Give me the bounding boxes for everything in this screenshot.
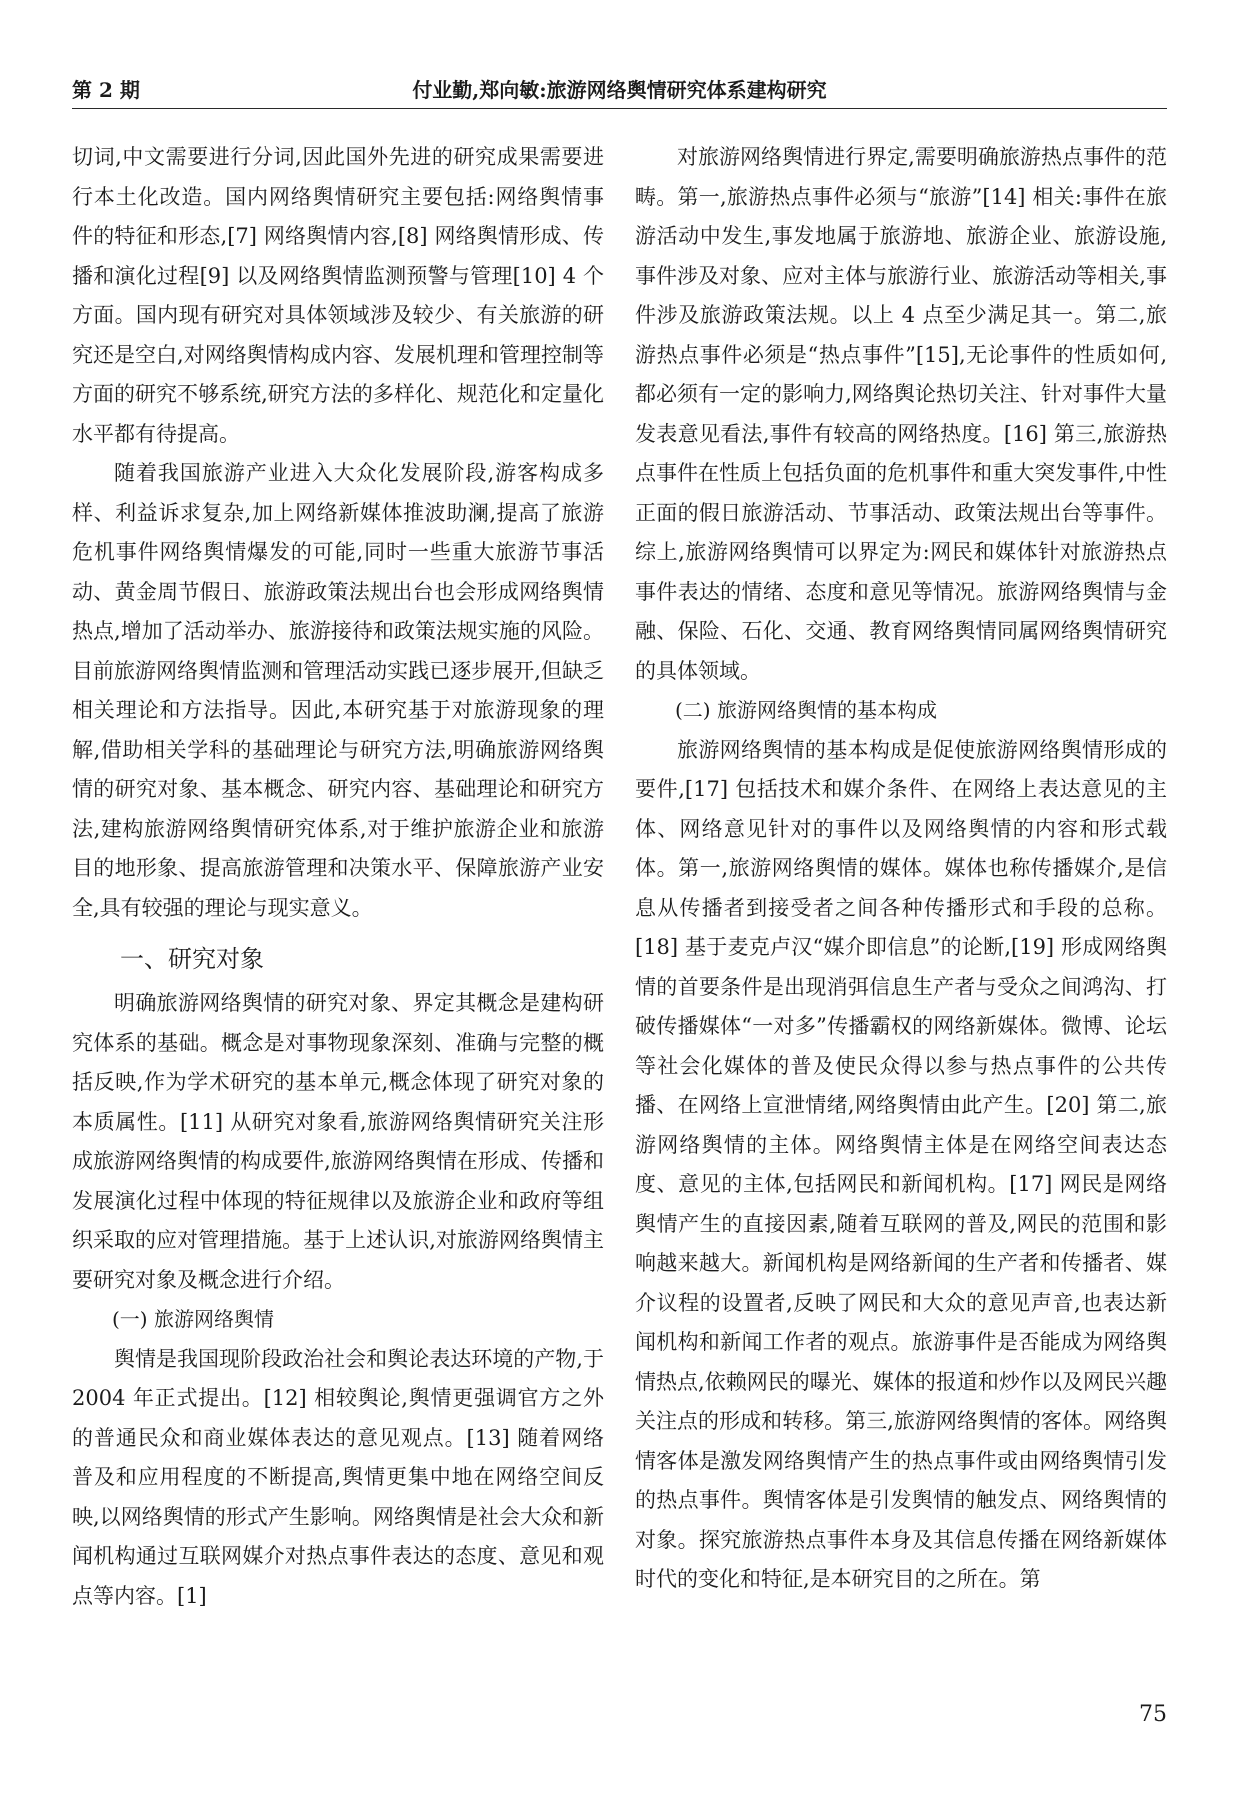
left-column: [72, 138, 604, 1616]
paragraph: 切词,中文需要进行分词,因此国外先进的研究成果需要进行本土化改造。国内网络舆情研究主要包括:网络舆情事件的特征和形态,[7] 网络舆情内容,[8] 网络舆情形成、传播和演化过程[9] 以及网络舆情监测预警与管理[10] 4 个方面。国内现有研究对具体领域涉及较少、有关旅游的研究还是空白,对网络舆情构成内容、发展机理和管理控制等方面的研究不够系统,研究方法的多样化、规范化和定量化水平都有待提高。: [72, 145, 604, 446]
issue-number: 第 2 期: [72, 78, 140, 102]
paragraph: 对旅游网络舆情进行界定,需要明确旅游热点事件的范畴。第一,旅游热点事件必须与“旅游”[14] 相关:事件在旅游活动中发生,事发地属于旅游地、旅游企业、旅游设施,事件涉及对象、应对主体与旅游行业、旅游活动等相关,事件涉及旅游政策法规。以上 4 点至少满足其一。第二,旅游热点事件必须是“热点事件”[15],无论事件的性质如何,都必须有一定的影响力,网络舆论热切关注、针对事件大量发表意见看法,事件有较高的网络热度。[16] 第三,旅游热点事件在性质上包括负面的危机事件和重大突发事件,中性正面的假日旅游活动、节事活动、政策法规出台等事件。综上,旅游网络舆情可以界定为:网民和媒体针对旅游热点事件表达的情绪、态度和意见等情况。旅游网络舆情与金融、保险、石化、交通、教育网络舆情同属网络舆情研究的具体领域。: [635, 145, 1167, 683]
running-title: 付业勤,郑向敏:旅游网络舆情研究体系建构研究: [412, 78, 827, 102]
paragraph: 舆情是我国现阶段政治社会和舆论表达环境的产物,于 2004 年正式提出。[12] 相较舆论,舆情更强调官方之外的普通民众和商业媒体表达的意见观点。[13] 随着网络普及和应用程度的不断提高,舆情更集中地在网络空间反映,以网络舆情的形式产生影响。网络舆情是社会大众和新闻机构通过互联网媒介对热点事件表达的态度、意见和观点等内容。[1]: [72, 1346, 604, 1608]
paragraph: 随着我国旅游产业进入大众化发展阶段,游客构成多样、利益诉求复杂,加上网络新媒体推波助澜,提高了旅游危机事件网络舆情爆发的可能,同时一些重大旅游节事活动、黄金周节假日、旅游政策法规出台也会形成网络舆情热点,增加了活动举办、旅游接待和政策法规实施的风险。目前旅游网络舆情监测和管理活动实践已逐步展开,但缺乏相关理论和方法指导。因此,本研究基于对旅游现象的理解,借助相关学科的基础理论与研究方法,明确旅游网络舆情的研究对象、基本概念、研究内容、基础理论和研究方法,建构旅游网络舆情研究体系,对于维护旅游企业和旅游目的地形象、提高旅游管理和决策水平、保障旅游产业安全,具有较强的理论与现实意义。: [72, 461, 604, 920]
paragraph: 明确旅游网络舆情的研究对象、界定其概念是建构研究体系的基础。概念是对事物现象深刻、准确与完整的概括反映,作为学术研究的基本单元,概念体现了研究对象的本质属性。[11] 从研究对象看,旅游网络舆情研究关注形成旅游网络舆情的构成要件,旅游网络舆情在形成、传播和发展演化过程中体现的特征规律以及旅游企业和政府等组织采取的应对管理措施。基于上述认识,对旅游网络舆情主要研究对象及概念进行介绍。: [72, 991, 604, 1292]
header-rule: [72, 108, 1167, 109]
right-column: [635, 138, 1167, 1600]
section-heading: 一、研究对象: [120, 945, 264, 973]
paragraph: 旅游网络舆情的基本构成是促使旅游网络舆情形成的要件,[17] 包括技术和媒介条件、在网络上表达意见的主体、网络意见针对的事件以及网络舆情的内容和形式载体。第一,旅游网络舆情的媒体。媒体也称传播媒介,是信息从传播者到接受者之间各种传播形式和手段的总称。[18] 基于麦克卢汉“媒介即信息”的论断,[19] 形成网络舆情的首要条件是出现消弭信息生产者与受众之间鸿沟、打破传播媒体“一对多”传播霸权的网络新媒体。微博、论坛等社会化媒体的普及使民众得以参与热点事件的公共传播、在网络上宣泄情绪,网络舆情由此产生。[20] 第二,旅游网络舆情的主体。网络舆情主体是在网络空间表达态度、意见的主体,包括网民和新闻机构。[17] 网民是网络舆情产生的直接因素,随着互联网的普及,网民的范围和影响越来越大。新闻机构是网络新闻的生产者和传播者、媒介议程的设置者,反映了网民和大众的意见声音,也表达新闻机构和新闻工作者的观点。旅游事件是否能成为网络舆情热点,依赖网民的曝光、媒体的报道和炒作以及网民兴趣关注点的形成和转移。第三,旅游网络舆情的客体。网络舆情客体是激发网络舆情产生的热点事件或由网络舆情引发的热点事件。舆情客体是引发舆情的触发点、网络舆情的对象。探究旅游热点事件本身及其信息传播在网络新媒体时代的变化和特征,是本研究目的之所在。第: [635, 737, 1167, 1591]
running-header: [72, 74, 1167, 108]
subsection-heading: (一) 旅游网络舆情: [112, 1307, 274, 1331]
subsection-heading: (二) 旅游网络舆情的基本构成: [675, 698, 937, 722]
page-number: 75: [1139, 1702, 1167, 1727]
